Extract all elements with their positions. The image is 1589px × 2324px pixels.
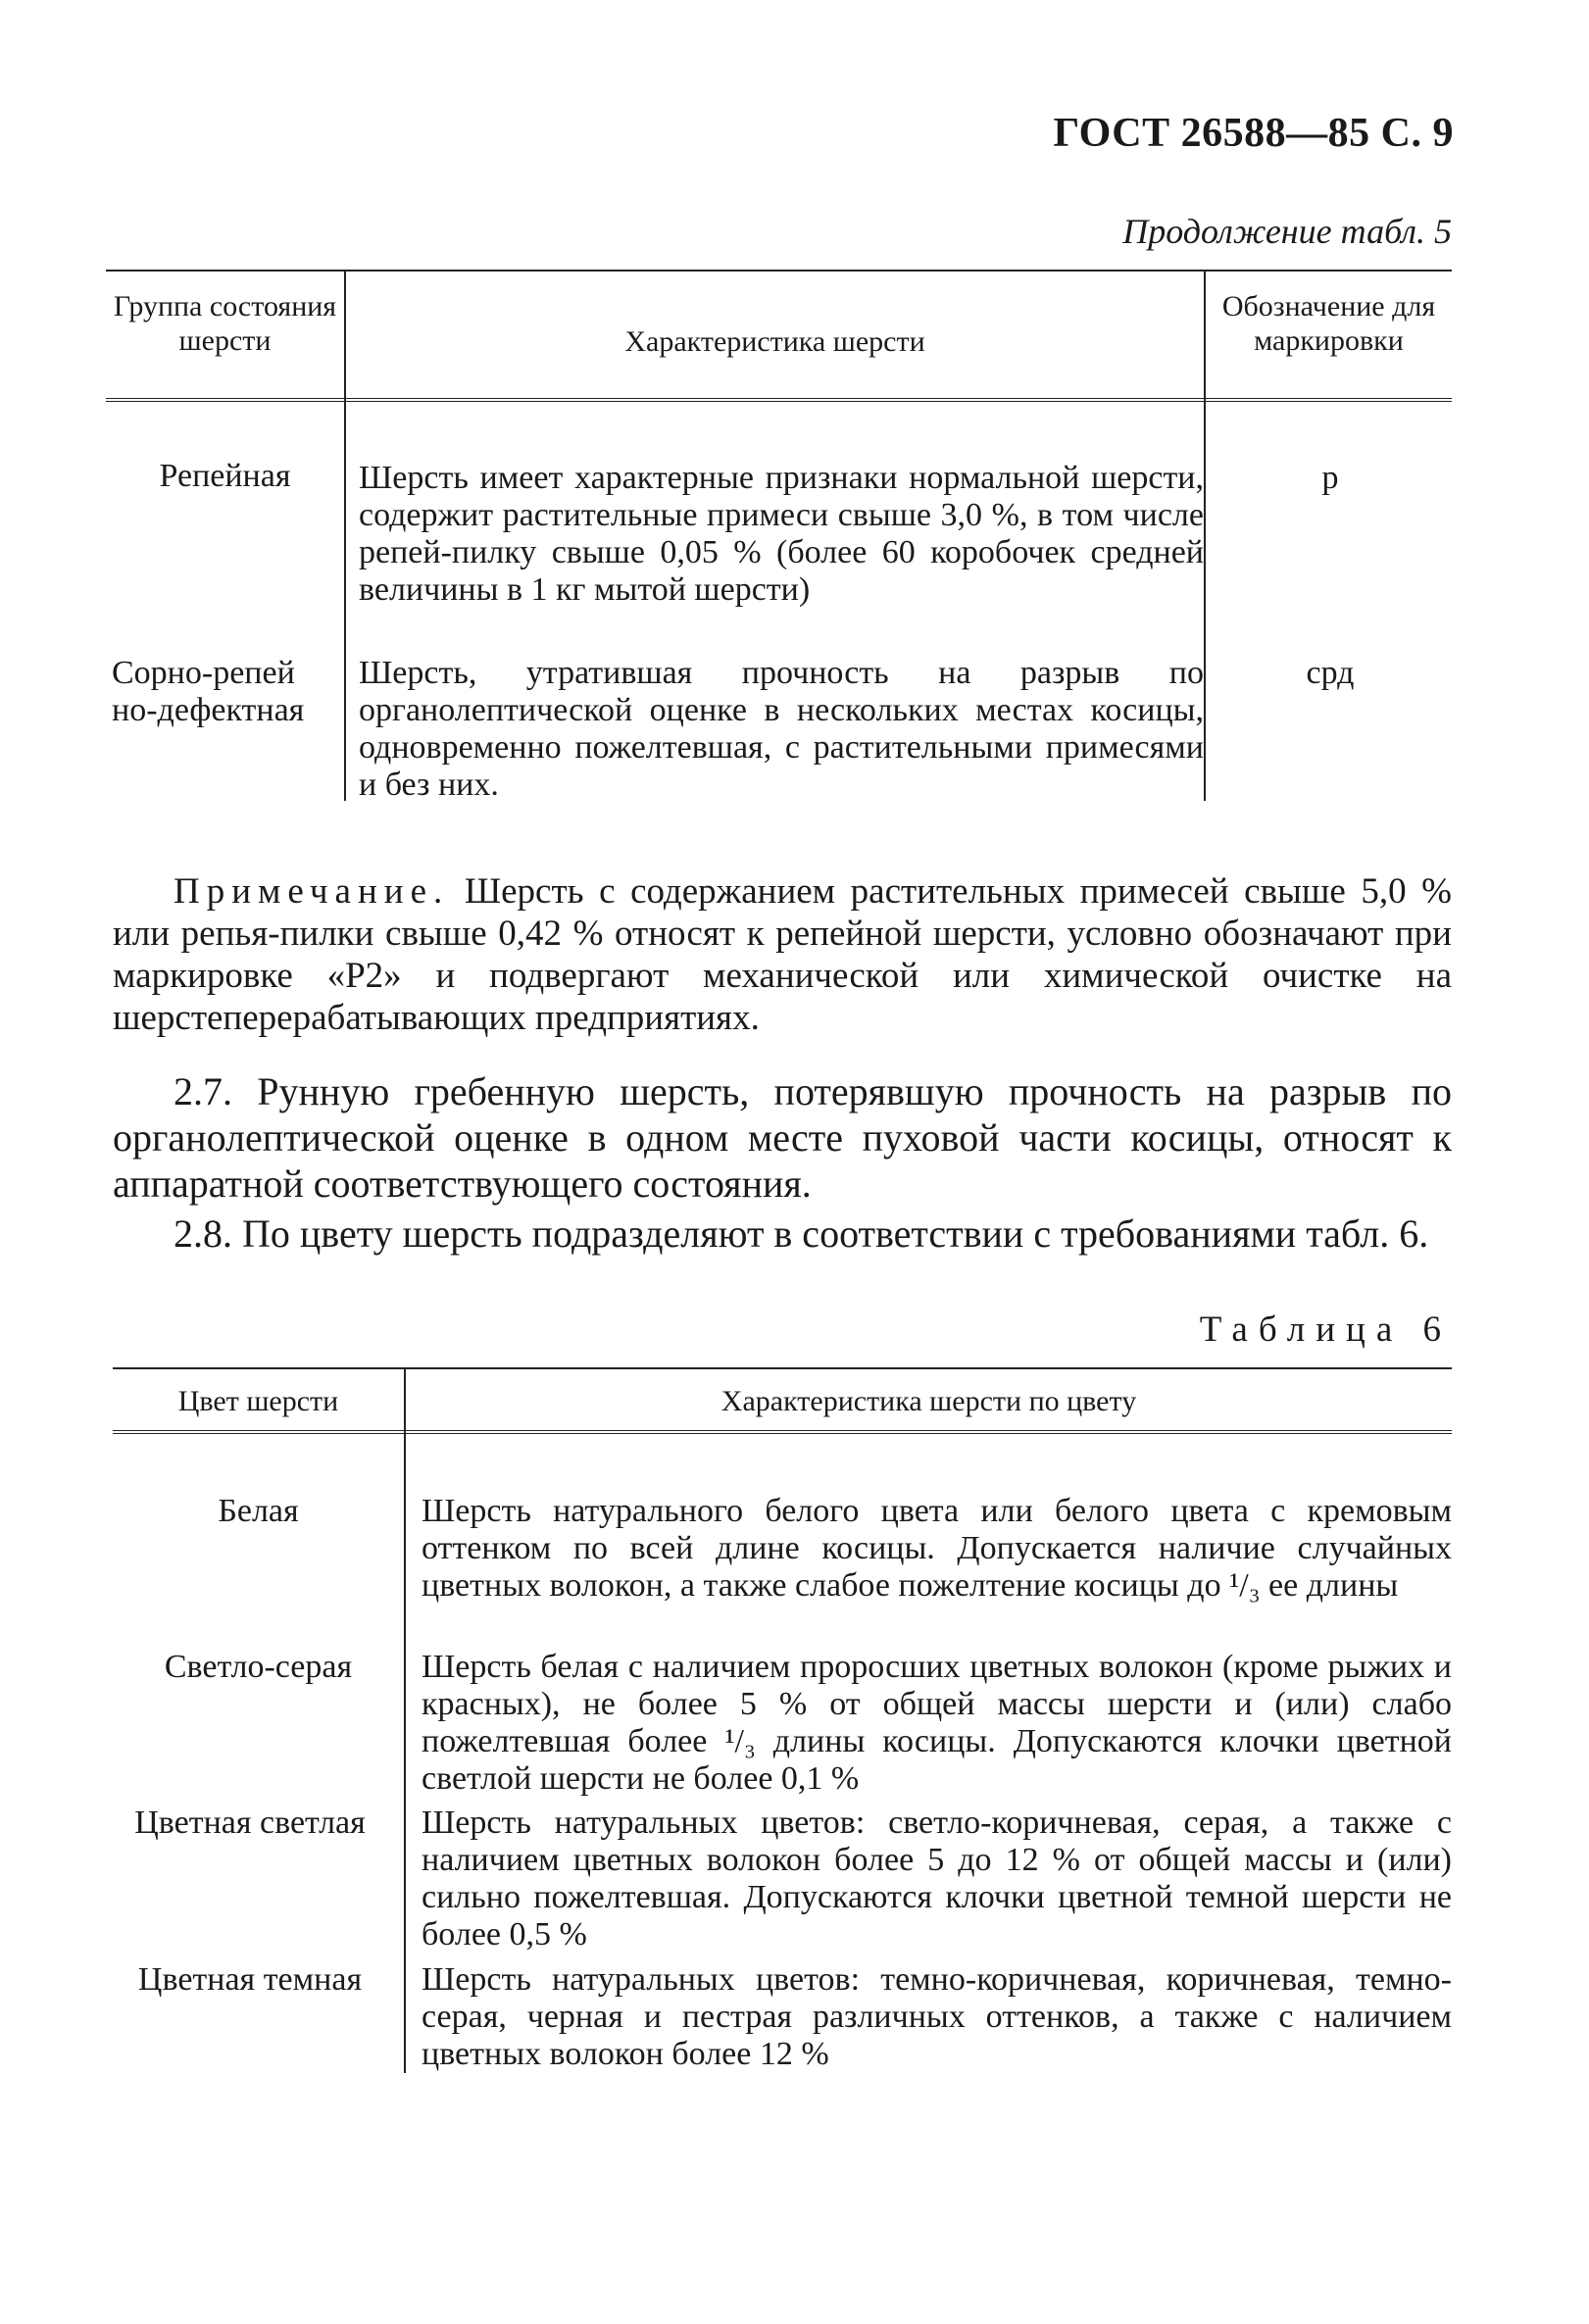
table6-header-rule [113, 1430, 1452, 1434]
table5-top-rule [106, 270, 1452, 272]
page-header: ГОСТ 26588—85 С. 9 [1053, 111, 1454, 156]
table5-row2-description: Шерсть, утратившая прочность на разрыв по органолептической оценке в нескольких местах косицы, одновременно пожелтевшая, с растительными примесями и без них. [359, 655, 1204, 803]
table5-header-characteristic: Характеристика шерсти [624, 325, 925, 358]
table6-caption: Таблица 6 [1199, 1310, 1452, 1350]
table6-header-characteristic: Характеристика шерсти по цвету [720, 1385, 1137, 1417]
table5 [106, 270, 1452, 801]
table6-row2-color: Светло-серая [164, 1649, 353, 1685]
table6 [113, 1367, 1452, 2073]
table5-header-rule [106, 398, 1452, 402]
table5-row2-mark: срд [1306, 655, 1355, 691]
table6-row1-description: Шерсть натурального белого цвета или белого цвета с кремовым оттенком по всей длине косицы. Допускается наличие случайных цветных волокон, а также слабое пожелтение косицы до ¹/₃ ее длины [422, 1493, 1452, 1604]
table5-row2-group: Сорно-репейно-дефектная [112, 655, 305, 728]
table6-row4-color: Цветная темная [137, 1961, 363, 1998]
table5-row1-description: Шерсть имеет характерные признаки нормальной шерсти, содержит растительные примеси свыше 3,0 %, в том числе репей-пилку свыше 0,05 % (более 60 коробочек средней величины в 1 кг мытой шерсти) [359, 460, 1204, 608]
table5-row1-mark: р [1321, 460, 1339, 496]
table5-continuation-label: Продолжение табл. 5 [1122, 212, 1452, 251]
table6-row1-color: Белая [218, 1493, 299, 1529]
note-text: Шерсть с содержанием растительных примесей свыше 5,0 % или репья-пилки свыше 0,42 % относят к репейной шерсти, условно обозначают при маркировке «Р2» и подвергают механической или химической очистке на шерстеперерабатывающих предприятиях. [113, 871, 1452, 1038]
table6-row4-description: Шерсть натуральных цветов: темно-коричневая, коричневая, темно-серая, черная и пестрая различных оттенков, а также с наличием цветных волокон более 12 % [422, 1961, 1452, 2072]
table6-row3-description: Шерсть натуральных цветов: светло-коричневая, серая, а также с наличием цветных волокон более 5 до 12 % от общей массы и (или) сильно пожелтевшая. Допускаются клочки цветной темной шерсти не более 0,5 % [422, 1805, 1452, 1953]
table5-header-marking: Обозначение для маркировки [1221, 290, 1436, 357]
paragraph-2-7: 2.7. Рунную гребенную шерсть, потерявшую прочность на разрыв по органолептической оценке в одном месте пуховой части косицы, относят к аппаратной соответствующего состояния. [113, 1069, 1452, 1206]
table6-top-rule [113, 1367, 1452, 1369]
note-label: Примечание. [174, 871, 450, 912]
table5-row1-group: Репейная [159, 458, 291, 494]
table6-header-color: Цвет шерсти [177, 1385, 339, 1417]
table6-row3-color: Цветная светлая [134, 1805, 366, 1841]
table6-divider [404, 1367, 406, 2073]
table6-row2-description: Шерсть белая с наличием проросших цветных волокон (кроме рыжих и красных), не более 5 % от общей массы шерсти и (или) слабо пожелтевшая более ¹/₃ длины косицы. Допускаются клочки цветной светлой шерсти не более 0,1 % [422, 1649, 1452, 1797]
paragraph-2-8: 2.8. По цвету шерсть подразделяют в соответствии с требованиями табл. 6. [174, 1211, 1429, 1256]
table5-header-group: Группа состояния шерсти [113, 290, 337, 357]
note-paragraph [113, 870, 1452, 1039]
